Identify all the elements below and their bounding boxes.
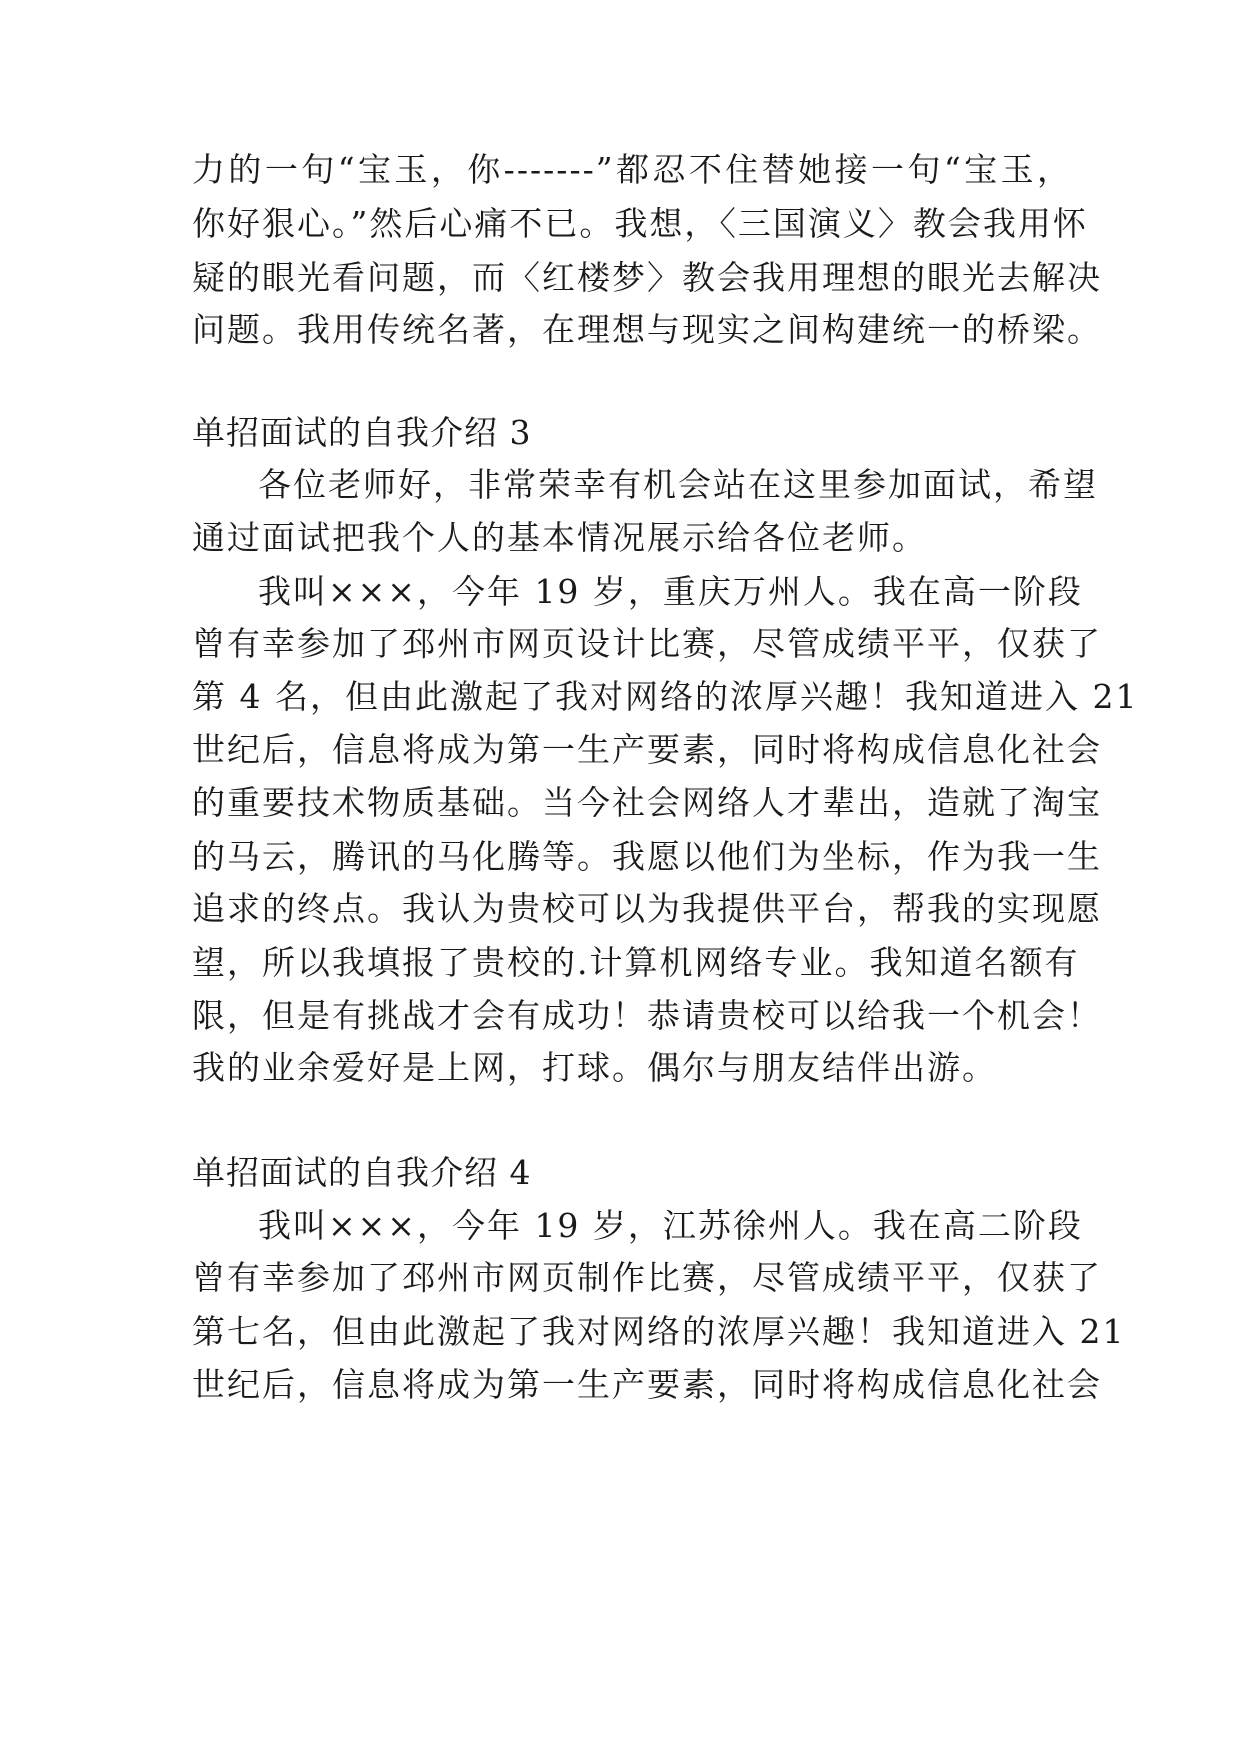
paragraph-line: 疑的眼光看问题，而〈红楼梦〉教会我用理想的眼光去解决 [192, 258, 1102, 297]
paragraph-line: 追求的终点。我认为贵校可以为我提供平台，帮我的实现愿 [192, 889, 1102, 928]
section-heading: 单招面试的自我介绍 3 [192, 413, 532, 452]
paragraph-line: 的重要技术物质基础。当今社会网络人才辈出，造就了淘宝 [192, 783, 1102, 822]
paragraph-line: 力的一句“宝玉，你-------”都忍不住替她接一句“宝玉， [192, 150, 1072, 189]
paragraph-line: 我叫×××，今年 19 岁，江苏徐州人。我在高二阶段 [258, 1206, 1083, 1245]
paragraph-line: 世纪后，信息将成为第一生产要素，同时将构成信息化社会 [192, 1365, 1102, 1404]
paragraph-line: 各位老师好，非常荣幸有机会站在这里参加面试，希望 [258, 465, 1098, 504]
paragraph-line: 我的业余爱好是上网，打球。偶尔与朋友结伴出游。 [192, 1048, 997, 1087]
paragraph-line: 限，但是有挑战才会有成功！恭请贵校可以给我一个机会！ [192, 996, 1102, 1035]
paragraph-line: 望，所以我填报了贵校的.计算机网络专业。我知道名额有 [192, 943, 1080, 982]
paragraph-line: 的马云，腾讯的马化腾等。我愿以他们为坐标，作为我一生 [192, 837, 1102, 876]
paragraph-line: 我叫×××，今年 19 岁，重庆万州人。我在高一阶段 [258, 572, 1083, 611]
paragraph-line: 问题。我用传统名著，在理想与现实之间构建统一的桥梁。 [192, 310, 1102, 349]
paragraph-line: 世纪后，信息将成为第一生产要素，同时将构成信息化社会 [192, 730, 1102, 769]
section-heading: 单招面试的自我介绍 4 [192, 1153, 532, 1192]
paragraph-line: 曾有幸参加了邳州市网页制作比赛，尽管成绩平平，仅获了 [192, 1258, 1102, 1297]
paragraph-line: 第 4 名，但由此激起了我对网络的浓厚兴趣！我知道进入 21 [192, 677, 1139, 716]
paragraph-line: 你好狠心。”然后心痛不已。我想，〈三国演义〉教会我用怀 [192, 204, 1088, 243]
paragraph-line: 通过面试把我个人的基本情况展示给各位老师。 [192, 518, 927, 557]
paragraph-line: 第七名，但由此激起了我对网络的浓厚兴趣！我知道进入 21 [192, 1312, 1126, 1351]
paragraph-line: 曾有幸参加了邳州市网页设计比赛，尽管成绩平平，仅获了 [192, 624, 1102, 663]
